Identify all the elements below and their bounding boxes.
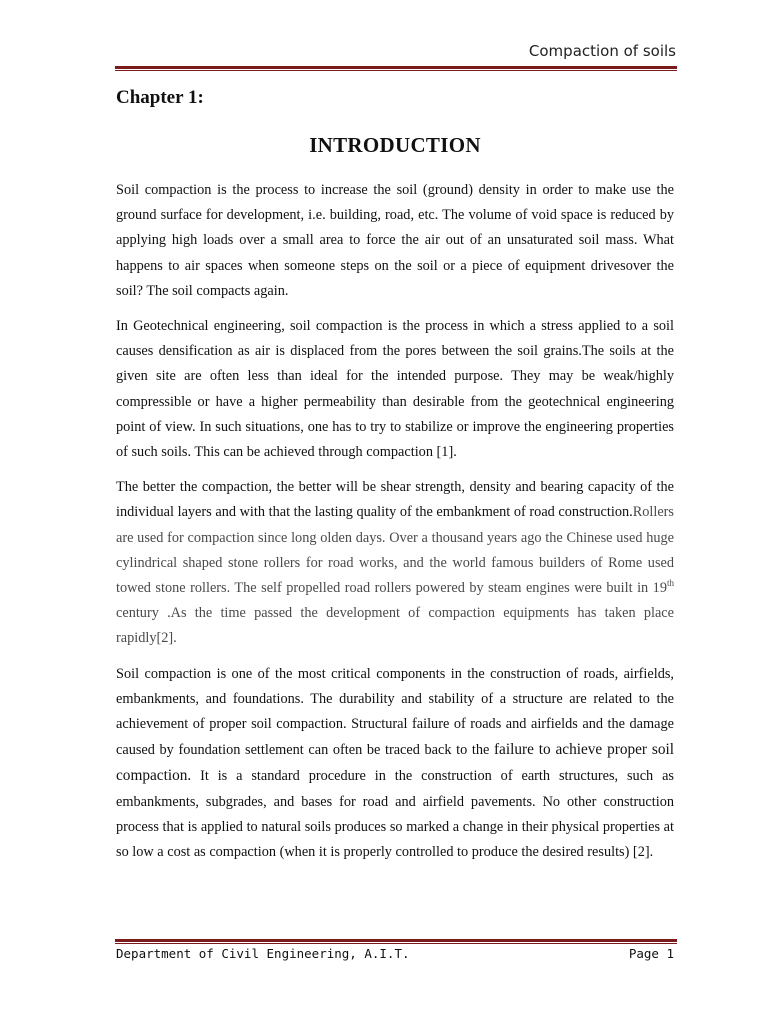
paragraph-3-part-3: century .As the time passed the development of compaction equipments has taken place rapidly[2]. (116, 605, 674, 647)
paragraph-4-part-2: failure to achieve proper soil compaction. (116, 741, 674, 785)
running-header-title: Compaction of soils (528, 42, 676, 60)
paragraph-3-part-1: The better the compaction, the better will be shear strength, density and bearing capacity of the individual layers and with that the lasting quality of the embankment of road construction. (116, 479, 674, 521)
paragraph-2: In Geotechnical engineering, soil compaction is the process in which a stress applied to a soil causes densification as air is displaced from the pores between the soil grains.The soils at the given site are often less than ideal for the intended purpose. They may be weak/highly compressible or have a higher permeability than desirable from the geotechnical engineering point of view. In such situations, one has to try to stabilize or improve the engineering properties of such soils. This can be achieved through compaction [1]. (116, 318, 674, 461)
paragraph-4-part-3: It is a standard procedure in the construction of earth structures, such as embankments, subgrades, and bases for road and airfield pavements. No other construction process that is applied to natural soils produces so marked a change in their physical properties at so low a cost as compaction (when it is properly controlled to produce the desired results) [2]. (116, 768, 674, 861)
paragraph-1: Soil compaction is the process to increase the soil (ground) density in order to make use the ground surface for development, i.e. building, road, etc. The volume of void space is reduced by applying high loads over a small area to force the air out of an unsaturated soil mass. What happens to air spaces when someone steps on the soil or a piece of equipment drivesover the soil? The soil compacts again. (116, 182, 674, 299)
paragraph-4 (116, 662, 674, 866)
superscript-th: th (666, 578, 674, 589)
body-text (116, 178, 674, 875)
header-rule (115, 66, 677, 71)
section-title: INTRODUCTION (309, 133, 481, 157)
footer-page-number: Page 1 (628, 946, 674, 961)
chapter-label: Chapter 1: (116, 87, 204, 108)
footer-rule (115, 939, 677, 944)
paragraph-3 (116, 475, 674, 651)
paragraph-3-part-2: Rollers are used for compaction since long olden days. Over a thousand years ago the Chinese used huge cylindrical shaped stone rollers for road works, and the world famous builders of Rome used towed stone rollers. The self propelled road rollers powered by steam engines were built in 19 (116, 504, 674, 597)
footer-department: Department of Civil Engineering, A.I.T. (116, 946, 410, 961)
paragraph-4-part-1: Soil compaction is one of the most critical components in the construction of roads, airfields, embankments, and foundations. The durability and stability of a structure are related to the achievement of proper soil compaction. Structural failure of roads and airfields and the damage caused by foundation settlement can often be traced back to the (116, 665, 674, 759)
